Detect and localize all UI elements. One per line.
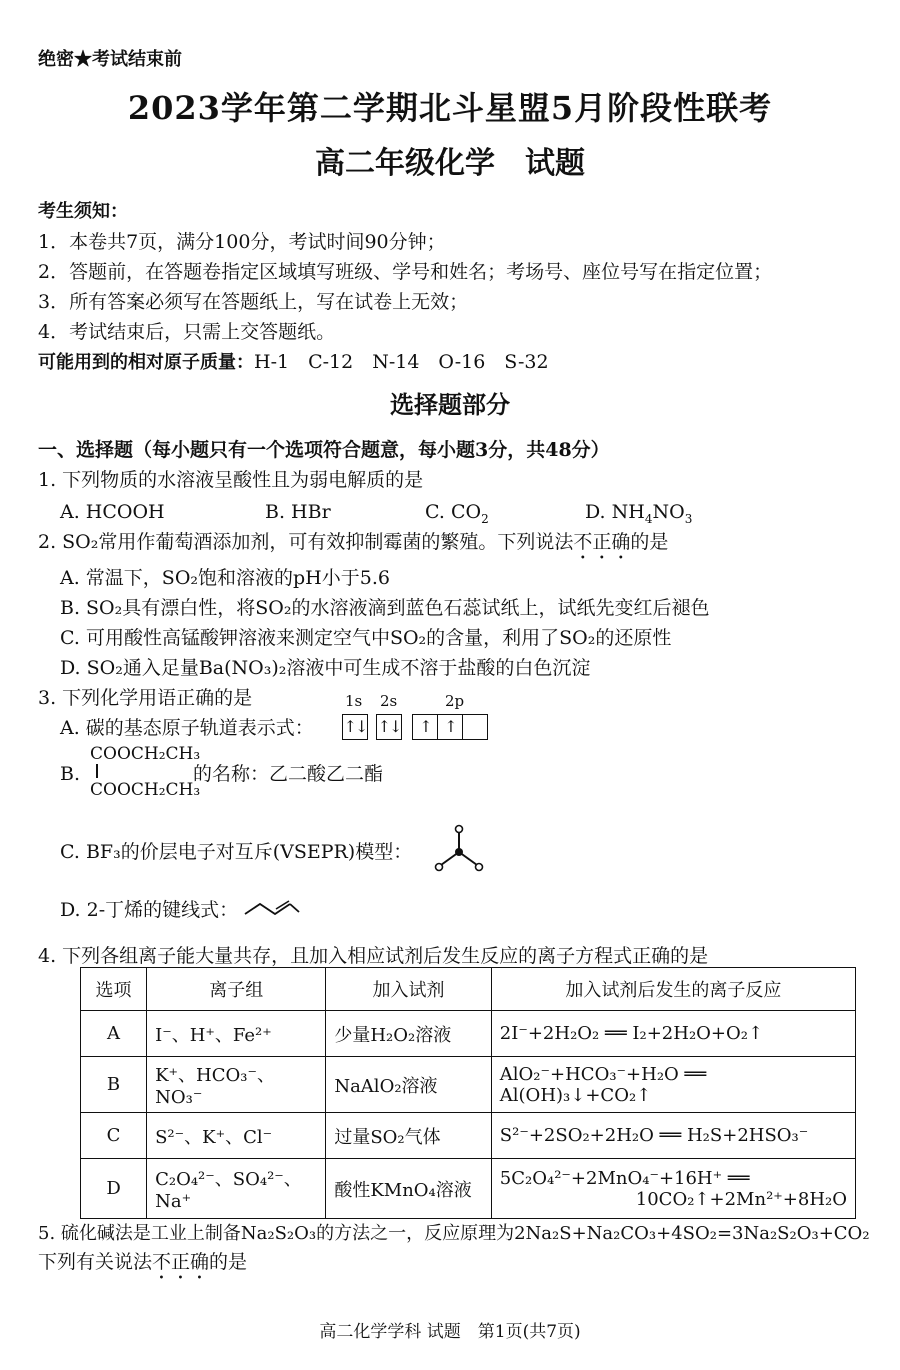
row-option: C — [81, 1113, 147, 1159]
q3-b-bond-line — [96, 764, 98, 778]
table-header-row — [81, 968, 856, 1011]
q3-b-name: 的名称：乙二酸乙二酯 — [193, 763, 384, 785]
q1-stem: 1. 下列物质的水溶液呈酸性且为弱电解质的是 — [38, 469, 424, 491]
q3-option-c: C. BF₃的价层电子对互斥(VSEPR)模型： — [60, 841, 413, 863]
q3-stem: 3. 下列化学用语正确的是 — [38, 687, 253, 709]
orbital-label-2s: 2s — [380, 692, 398, 710]
table-header-reagent: 加入试剂 — [326, 968, 491, 1011]
ion-reaction-table — [80, 967, 856, 1219]
part-one-heading: 一、选择题（每小题只有一个选项符合题意，每小题3分，共48分） — [38, 439, 610, 461]
row-reaction-line-2: 10CO₂↑+2Mn²⁺+8H₂O — [635, 1188, 847, 1210]
page-footer: 高二化学学科 试题 第1页(共7页) — [319, 1322, 581, 1342]
orbital-box-1s: ↑↓ — [342, 714, 368, 740]
row-option: D — [81, 1159, 147, 1219]
section-title: 选择题部分 — [390, 390, 510, 419]
orbital-box-2p-2: ↑ — [437, 714, 463, 740]
trigonal-planar-model-icon — [432, 824, 488, 876]
table-header-option: 选项 — [81, 968, 147, 1011]
row-reagent: NaAlO₂溶液 — [326, 1057, 491, 1113]
exam-subtitle: 高二年级化学 试题 — [315, 146, 585, 181]
notice-item-1: 1．本卷共7页，满分100分，考试时间90分钟； — [38, 231, 446, 253]
q5-stem-line-1: 5. 硫化碱法是工业上制备Na₂S₂O₃的方法之一，反应原理为2Na₂S+Na₂CO₃+4SO₂=3Na₂S₂O₃+CO₂ — [38, 1223, 870, 1244]
q2-option-a: A. 常温下，SO₂饱和溶液的pH小于5.6 — [60, 567, 390, 589]
q2-option-d: D. SO₂通入足量Ba(NO₃)₂溶液中可生成不溶于盐酸的白色沉淀 — [60, 657, 591, 679]
orbital-label-1s: 1s — [345, 692, 363, 710]
notice-item-2: 2．答题前，在答题卷指定区域填写班级、学号和姓名；考场号、座位号写在指定位置； — [38, 261, 773, 283]
notice-heading: 考生须知： — [38, 201, 128, 222]
atomic-mass-label: 可能用到的相对原子质量： — [38, 352, 254, 373]
table-row — [81, 1113, 856, 1159]
q1-option-b: B. HBr — [265, 501, 331, 523]
orbital-diagram — [342, 714, 494, 742]
q3-option-d: D. 2-丁烯的键线式： — [60, 899, 239, 921]
q2-option-c: C. 可用酸性高锰酸钾溶液来测定空气中SO₂的含量，利用了SO₂的还原性 — [60, 627, 672, 649]
q5-stem-line-2: 下列有关说法不正确的是 — [38, 1251, 248, 1273]
row-reaction-line-1: 5C₂O₄²⁻+2MnO₄⁻+16H⁺ ══ — [499, 1167, 750, 1189]
table-row — [81, 1011, 856, 1057]
row-ions: C₂O₄²⁻、SO₄²⁻、Na⁺ — [147, 1159, 326, 1219]
q3-b-formula-bottom: COOCH₂CH₃ — [90, 780, 201, 800]
q1-option-d: D. $NH_4NO_3$ — [585, 501, 693, 526]
row-reaction: AlO₂⁻+HCO₃⁻+H₂O ══ Al(OH)₃↓+CO₂↑ — [491, 1057, 855, 1113]
q2-option-b: B. SO₂具有漂白性，将SO₂的水溶液滴到蓝色石蕊试纸上，试纸先变红后褪色 — [60, 597, 710, 619]
table-row — [81, 1057, 856, 1113]
table-header-reaction: 加入试剂后发生的离子反应 — [491, 968, 855, 1011]
orbital-box-2p-1: ↑ — [412, 714, 438, 740]
q3-option-b-label: B. — [60, 763, 81, 785]
table-row — [81, 1159, 856, 1219]
q2-stem: 2. SO₂常用作葡萄酒添加剂，可有效抑制霉菌的繁殖。下列说法不正确的是 — [38, 531, 669, 553]
row-reagent: 酸性KMnO₄溶液 — [326, 1159, 491, 1219]
notice-item-4: 4．考试结束后，只需上交答题纸。 — [38, 321, 336, 343]
orbital-box-2p-3 — [462, 714, 488, 740]
q1-option-c: C. $CO_2$ — [425, 501, 489, 526]
row-reagent: 过量SO₂气体 — [326, 1113, 491, 1159]
q4-stem: 4. 下列各组离子能大量共存，且加入相应试剂后发生反应的离子方程式正确的是 — [38, 945, 709, 967]
row-option: B — [81, 1057, 147, 1113]
butene-skeletal-icon — [243, 898, 301, 920]
orbital-label-2p: 2p — [445, 692, 465, 710]
q3-b-formula-top: COOCH₂CH₃ — [90, 744, 201, 764]
row-ions: I⁻、H⁺、Fe²⁺ — [147, 1011, 326, 1057]
notice-item-3: 3．所有答案必须写在答题纸上，写在试卷上无效； — [38, 291, 469, 313]
q3-option-a: A. 碳的基态原子轨道表示式： — [60, 717, 314, 739]
row-reaction — [491, 1159, 855, 1219]
q1-option-a: A. HCOOH — [60, 501, 165, 523]
orbital-box-2s: ↑↓ — [376, 714, 402, 740]
row-ions: S²⁻、K⁺、Cl⁻ — [147, 1113, 326, 1159]
atomic-mass-line — [38, 350, 549, 375]
confidential-mark: 绝密★考试结束前 — [38, 49, 182, 70]
atomic-mass-values: H-1 C-12 N-14 O-16 S-32 — [254, 351, 549, 373]
row-option: A — [81, 1011, 147, 1057]
exam-title: 2023学年第二学期北斗星盟5月阶段性联考 — [127, 89, 773, 127]
table-header-ions: 离子组 — [147, 968, 326, 1011]
row-reaction: S²⁻+2SO₂+2H₂O ══ H₂S+2HSO₃⁻ — [491, 1113, 855, 1159]
row-reagent: 少量H₂O₂溶液 — [326, 1011, 491, 1057]
row-reaction: 2I⁻+2H₂O₂ ══ I₂+2H₂O+O₂↑ — [491, 1011, 855, 1057]
row-ions: K⁺、HCO₃⁻、NO₃⁻ — [147, 1057, 326, 1113]
